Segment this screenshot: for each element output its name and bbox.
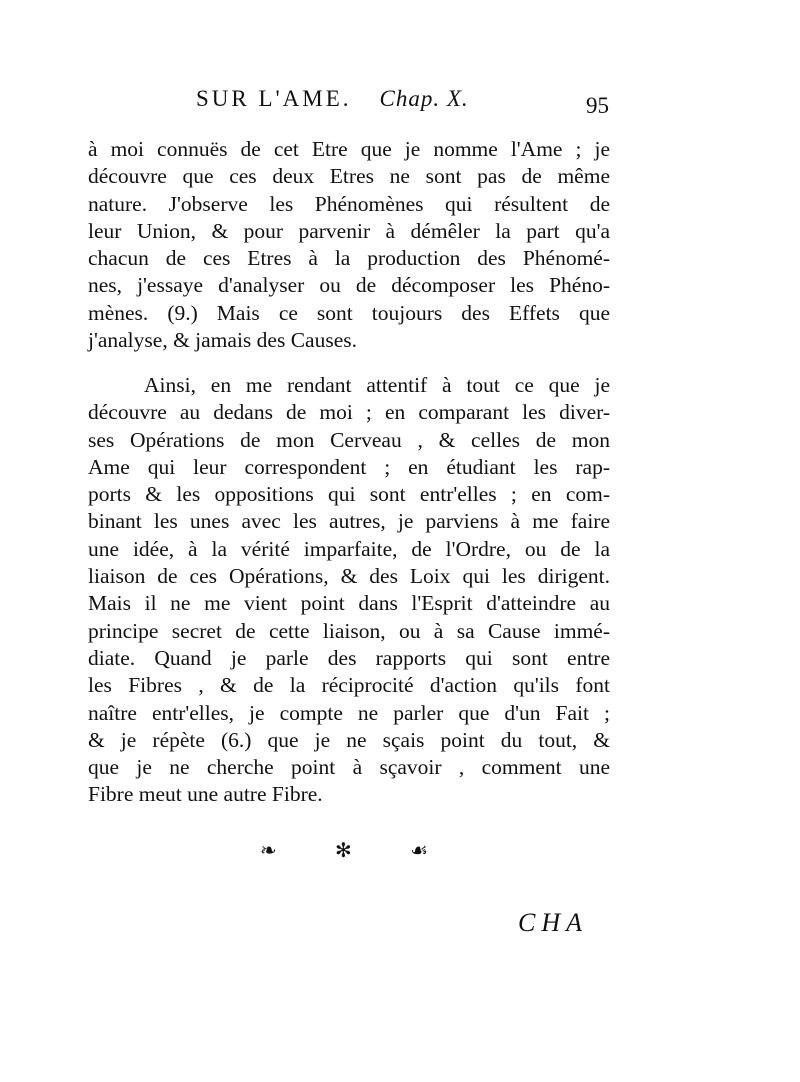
chapter-label: Chap. X. bbox=[379, 86, 469, 111]
text-line: liaison de ces Opérations, & des Loix qui les dirigent. bbox=[88, 564, 610, 589]
text-line: chacun de ces Etres à la production des Phénomé- bbox=[88, 246, 610, 271]
running-head bbox=[196, 86, 469, 112]
paragraph-2 bbox=[88, 372, 610, 809]
text-line: & je répète (6.) que je ne sçais point du tout, & bbox=[88, 727, 610, 752]
text-line: nature. J'observe les Phénomènes qui résultent de bbox=[88, 191, 610, 216]
text-line: à moi connuës de cet Etre que je nomme l'Ame ; je bbox=[88, 137, 610, 161]
text-line: Fibre meut une autre Fibre. bbox=[88, 782, 323, 807]
text-line: leur Union, & pour parvenir à démêler la part qu'a bbox=[88, 218, 610, 243]
text-line: Mais il ne me vient point dans l'Esprit d'atteindre au bbox=[88, 591, 610, 616]
text-line: que je ne cherche point à sçavoir , comment une bbox=[88, 755, 610, 780]
text-line: principe secret de cette liaison, ou à sa Cause immé- bbox=[88, 618, 610, 643]
text-line: ports & les oppositions qui sont entr'elles ; en com- bbox=[88, 482, 610, 507]
paragraph-1 bbox=[88, 136, 610, 354]
page-number: 95 bbox=[586, 93, 609, 118]
text-line: les Fibres , & de la réciprocité d'action qu'ils font bbox=[88, 673, 610, 698]
text-line: mènes. (9.) Mais ce sont toujours des Effets que bbox=[88, 300, 610, 325]
text-line: une idée, à la vérité imparfaite, de l'Ordre, ou de la bbox=[88, 536, 610, 561]
text-line: naître entr'elles, je compte ne parler que d'un Fait ; bbox=[88, 700, 610, 725]
text-line: Ainsi, en me rendant attentif à tout ce que je bbox=[144, 373, 610, 397]
fleuron-left-icon: ❧ bbox=[260, 840, 279, 862]
text-line: découvre que ces deux Etres ne sont pas de même bbox=[88, 164, 610, 189]
fleuron-ornament bbox=[260, 838, 430, 863]
running-title: SUR L'AME. bbox=[196, 86, 352, 111]
fleuron-center-icon: ✻ bbox=[335, 840, 354, 862]
fleuron-right-icon: ☙ bbox=[410, 840, 430, 862]
catchword: CHA bbox=[518, 908, 588, 937]
text-line: binant les unes avec les autres, je parviens à me faire bbox=[88, 509, 610, 534]
text-line: diate. Quand je parle des rapports qui sont entre bbox=[88, 645, 610, 670]
text-line: découvre au dedans de moi ; en comparant les diver- bbox=[88, 400, 610, 425]
text-line: nes, j'essaye d'analyser ou de décomposer les Phéno- bbox=[88, 273, 610, 298]
text-line: Ame qui leur correspondent ; en étudiant les rap- bbox=[88, 454, 610, 479]
text-line: j'analyse, & jamais des Causes. bbox=[88, 328, 357, 353]
text-line: ses Opérations de mon Cerveau , & celles de mon bbox=[88, 427, 610, 452]
